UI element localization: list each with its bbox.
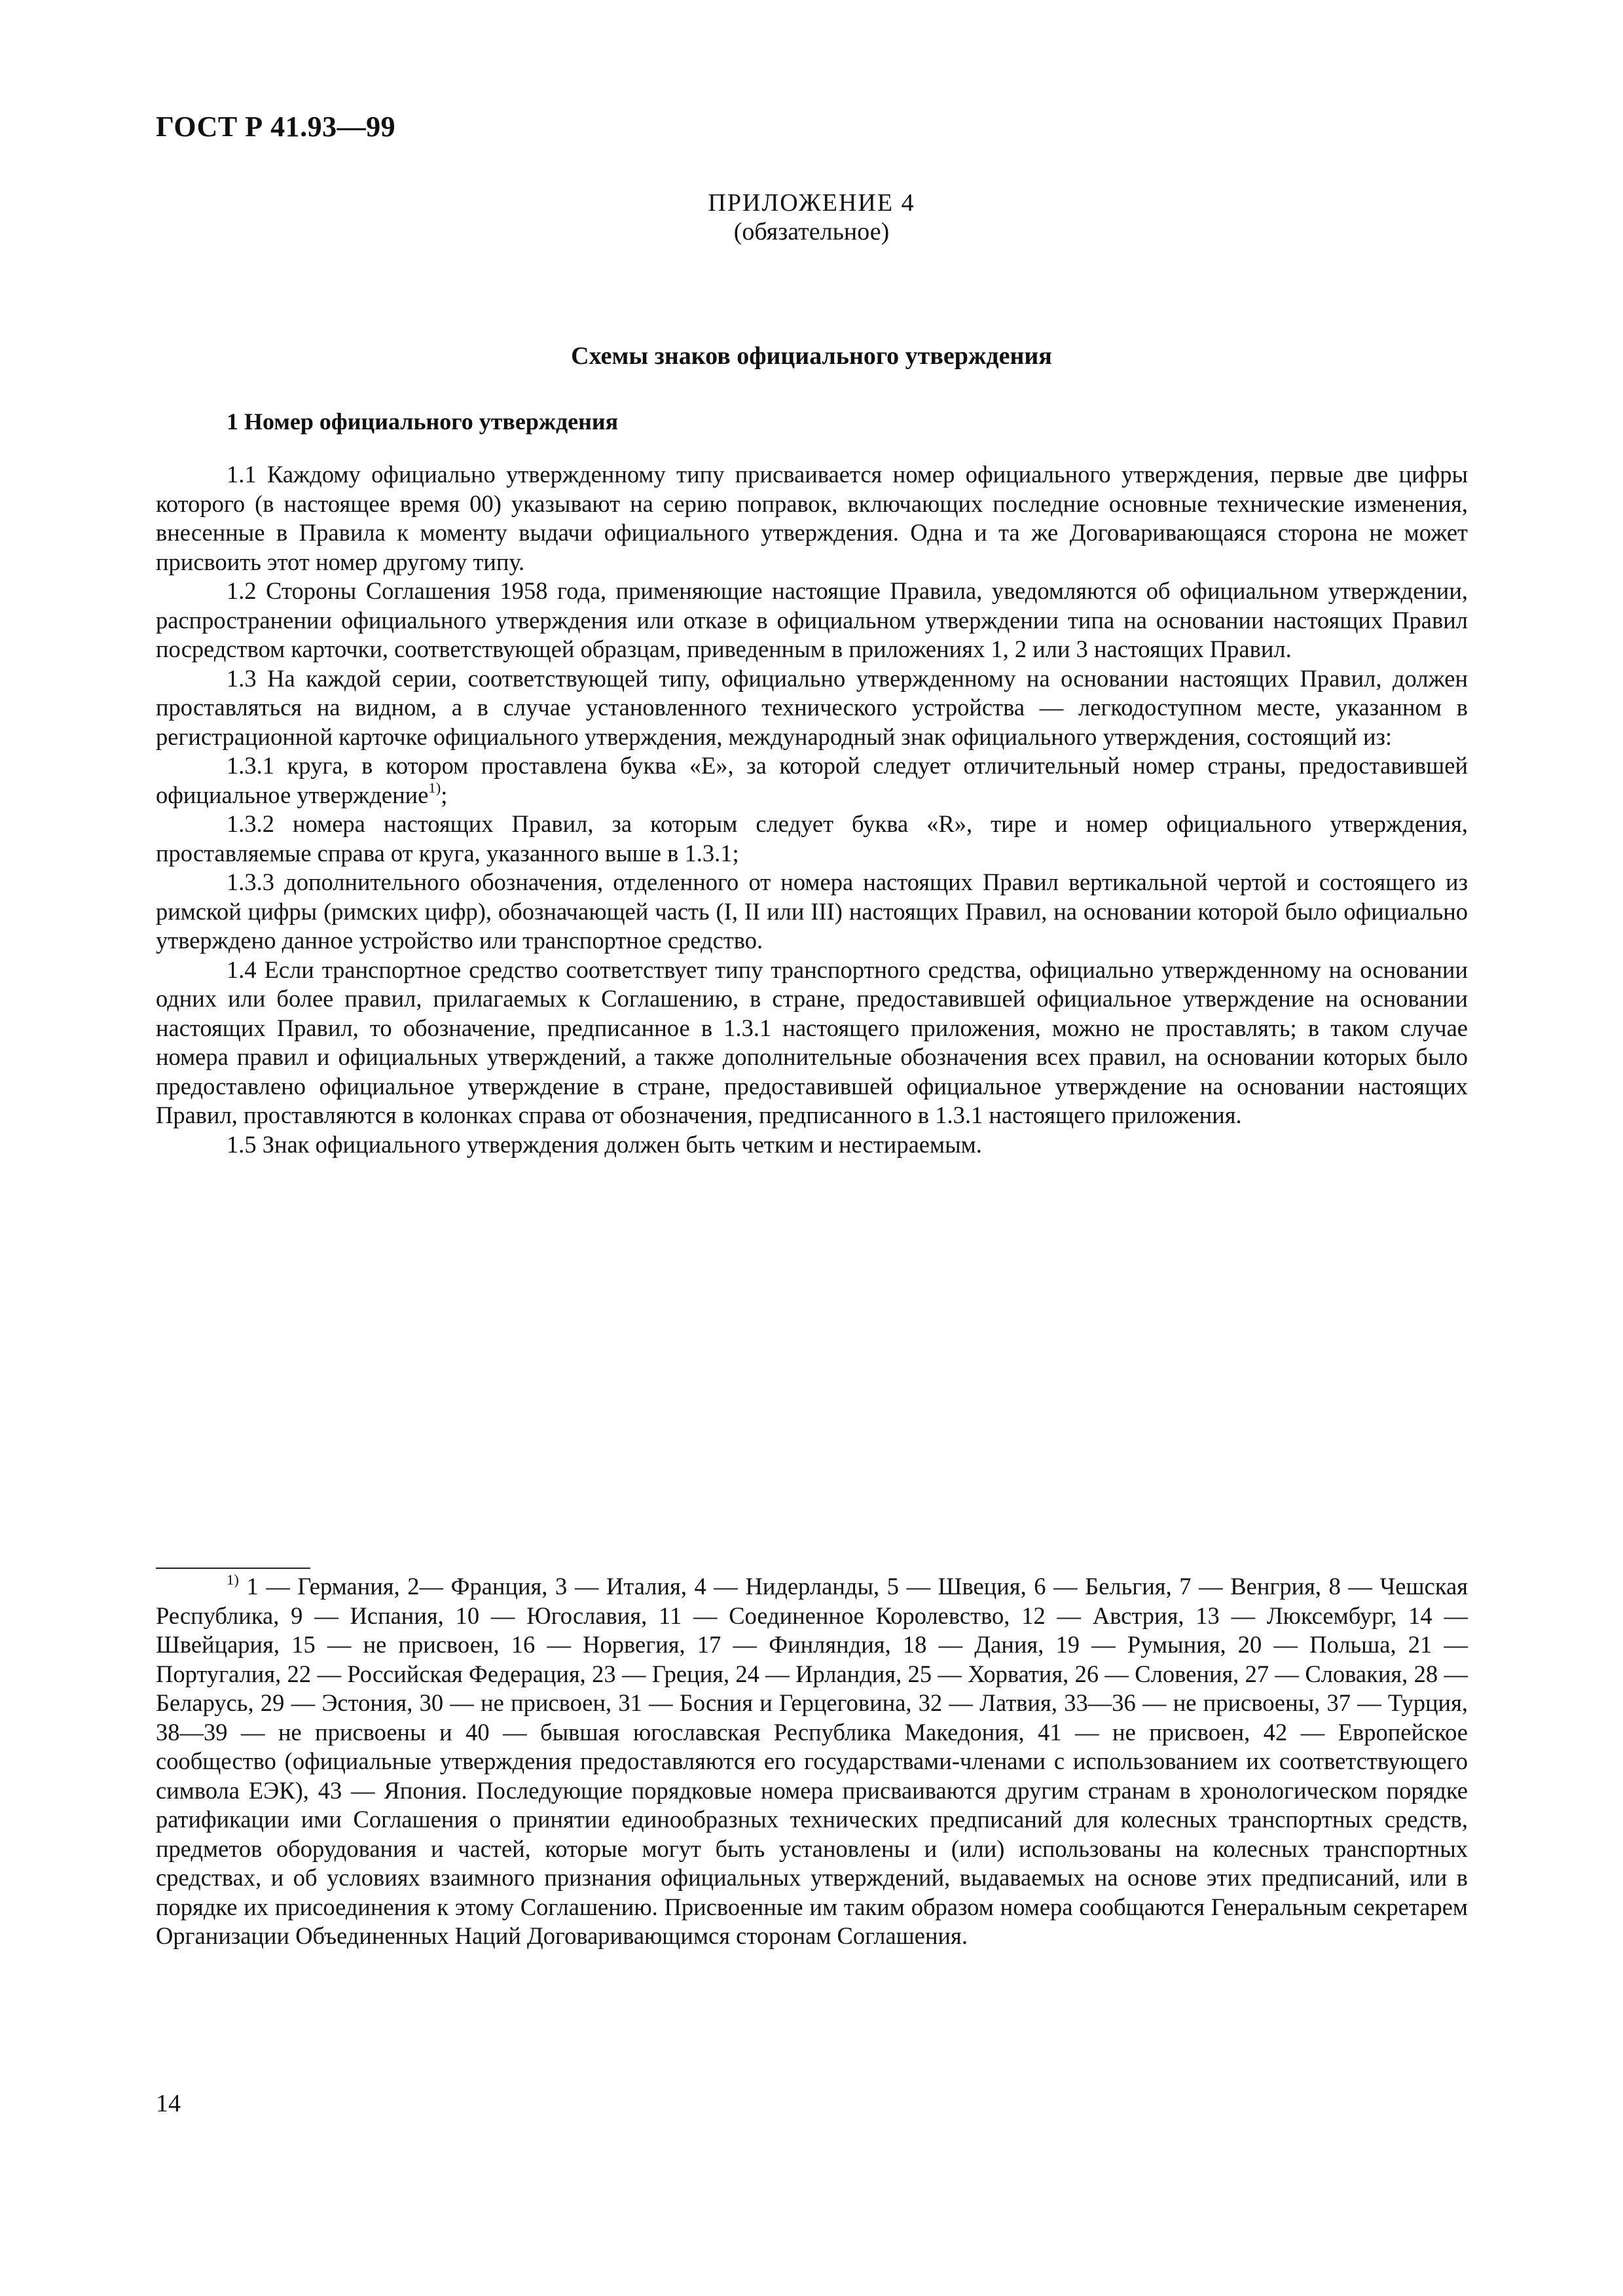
- footnote-paragraph: [156, 1572, 1468, 1951]
- body-text: [156, 460, 1468, 1159]
- page-number: 14: [156, 2090, 181, 2117]
- paragraph-1-3-1: [156, 751, 1468, 810]
- appendix-title: ПРИЛОЖЕНИЕ 4: [708, 189, 915, 217]
- paragraph-1-3-1-text: 1.3.1 круга, в котором проставлена буква «Е», за которой следует отличительный номер страны, предоставившей официальное утверждение: [156, 752, 1468, 808]
- paragraph-1-2: 1.2 Стороны Соглашения 1958 года, применяющие настоящие Правила, уведомляются об официальном утверждении, распространении официального утверждения или отказе в официальном утверждении типа на основании настоящих Правил посредством карточки, соответствующей образцам, приведенным в приложениях 1, 2 или 3 настоящих Правил.: [156, 577, 1468, 662]
- footnote-text: 1 — Германия, 2— Франция, 3 — Италия, 4 — Нидерланды, 5 — Швеция, 6 — Бельгия, 7 — Венгрия, 8 — Чешская Республика, 9 — Испания, 10 — Югославия, 11 — Соединенное Королевство, 12 — Австрия, 13 — Люксембург, 14 — Швейцария, 15 — не присвоен, 16 — Норвегия, 17 — Финляндия, 18 — Дания, 19 — Румыния, 20 — Польша, 21 — Португалия, 22 — Российская Федерация, 23 — Греция, 24 — Ирландия, 25 — Хорватия, 26 — Словения, 27 — Словакия, 28 — Беларусь, 29 — Эстония, 30 — не присвоен, 31 — Босния и Герцеговина, 32 — Латвия, 33—36 — не присвоены, 37 — Турция, 38—39 — не присвоены и 40 — бывшая югославская Республика Македония, 41 — не присвоен, 42 — Европейское сообщество (официальные утверждения предоставляются его государствами-членами с использованием их соответствующего символа ЕЭК), 43 — Япония. Последующие порядковые номера присваиваются другим странам в хронологическом порядке ратификации ими Соглашения о принятии единообразных технических предписаний для колесных транспортных средств, предметов оборудования и частей, которые могут быть установлены и (или) использованы на колесных транспортных средствах, и об условиях взаимного признания официальных утверждений, выдаваемых на основе этих предписаний, или в порядке их присоединения к этому Соглашению. Присвоенные им таким образом номера сообщаются Генеральным секретарем Организации Объединенных Наций Договаривающимся сторонам Соглашения.: [156, 1573, 1468, 1949]
- footnote-mark: 1): [227, 1571, 239, 1588]
- paragraph-1-5: 1.5 Знак официального утверждения должен быть четким и нестираемым.: [227, 1130, 982, 1158]
- paragraph-1-4: 1.4 Если транспортное средство соответствует типу транспортного средства, официально утвержденному на основании одних или более правил, прилагаемых к Соглашению, в стране, предоставившей официальное утверждение на основании настоящих Правил, то обозначение, предписанное в 1.3.1 настоящего приложения, можно не проставлять; в таком случае номера правил и официальных утверждений, а также дополнительные обозначения всех правил, на основании которых было предоставлено официальное утверждение в стране, предоставившей официальное утверждение на основании настоящих Правил, проставляются в колонках справа от обозначения, предписанного в 1.3.1 настоящего приложения.: [156, 956, 1468, 1128]
- paragraph-1-3-1-end: ;: [441, 781, 448, 808]
- document-id: ГОСТ Р 41.93—99: [156, 111, 396, 143]
- footnote-reference: 1): [428, 780, 441, 797]
- main-title: Схемы знаков официального утверждения: [571, 342, 1052, 370]
- paragraph-1-3-2: 1.3.2 номера настоящих Правил, за которым следует буква «R», тире и номер официального утверждения, проставляемые справа от круга, указанного выше в 1.3.1;: [156, 810, 1468, 867]
- paragraph-1-1: 1.1 Каждому официально утвержденному типу присваивается номер официального утверждения, первые две цифры которого (в настоящее время 00) указывают на серию поправок, включающих последние основные технические изменения, внесенные в Правила к моменту выдачи официального утверждения. Одна и та же Договаривающаяся сторона не может присвоить этот номер другому типу.: [156, 461, 1468, 575]
- footnote-divider: [156, 1568, 310, 1569]
- appendix-heading: [0, 188, 1623, 246]
- paragraph-1-3: 1.3 На каждой серии, соответствующей типу, официально утвержденному на основании настоящих Правил, должен проставляться на видном, а в случае установленного технического устройства — легкодоступном месте, указанном в регистрационной карточке официального утверждения, международный знак официального утверждения, состоящий из:: [156, 664, 1468, 750]
- paragraph-1-3-3: 1.3.3 дополнительного обозначения, отделенного от номера настоящих Правил вертикальной чертой и состоящего из римской цифры (римских цифр), обозначающей часть (I, II или III) настоящих Правил, на основании которой было официально утверждено данное устройство или транспортное средство.: [156, 869, 1468, 954]
- footnote: [156, 1572, 1468, 1951]
- appendix-subtitle: (обязательное): [733, 218, 890, 245]
- section-heading: 1 Номер официального утверждения: [227, 408, 619, 435]
